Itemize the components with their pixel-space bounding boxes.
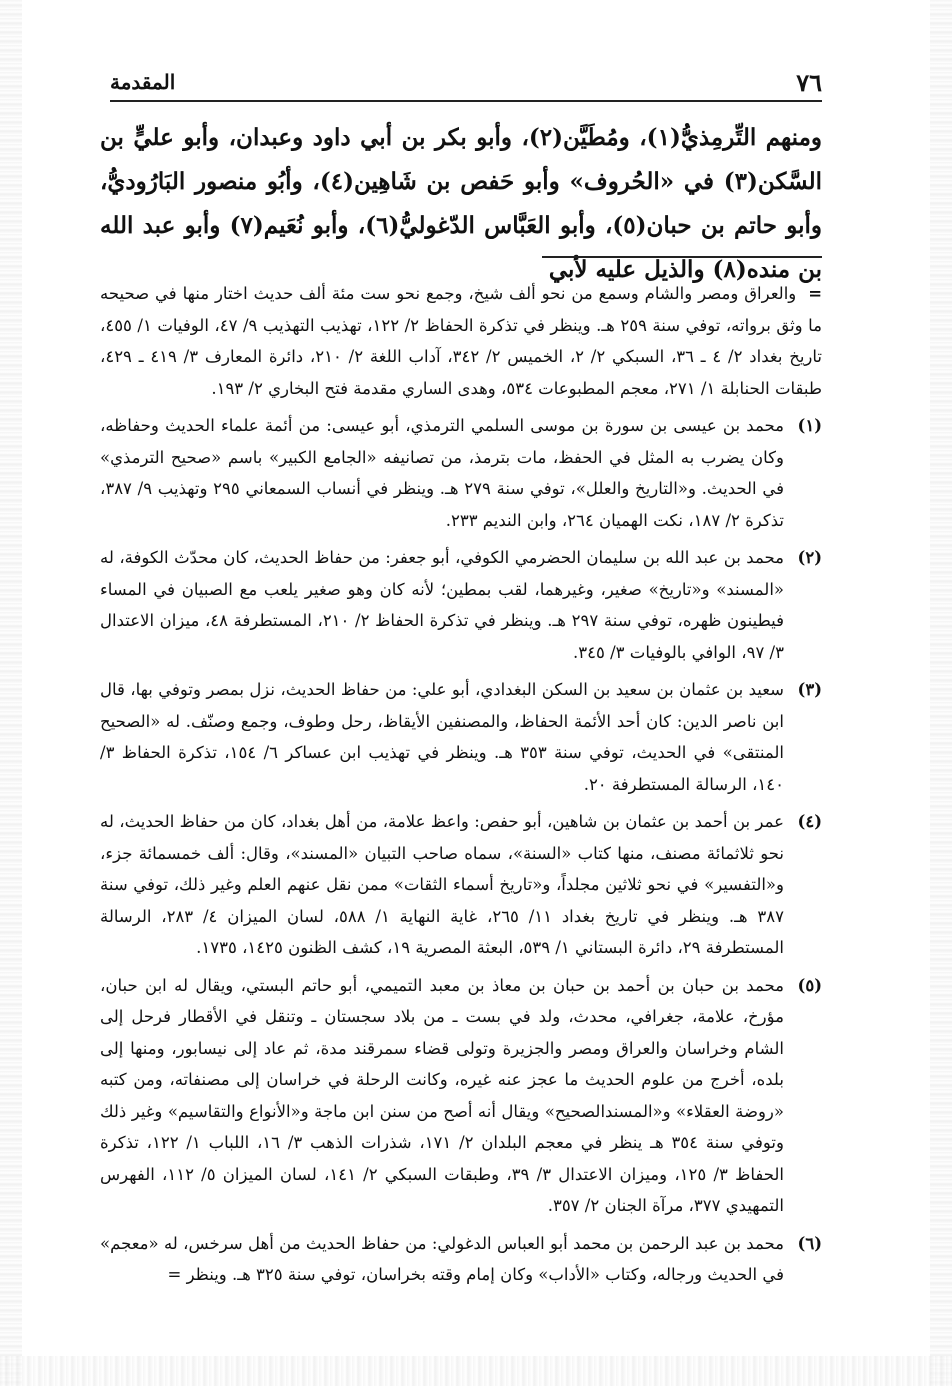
footnote-number: (١) [797,416,822,435]
footnote [100,410,822,536]
footnote-number: (٦) [797,1233,822,1253]
footnote-number: (٣) [797,680,822,699]
footnote-text: محمد بن عبد الرحمن بن محمد أبو العباس الدغولي: من حفاظ الحديث من أهل سرخس، له «معجم» في الحديث ورجاله، وكتاب «الأداب» وكان إمام وقته بخراسان، توفي سنة ٣٢٥ هـ. وينظر = [100,1233,784,1284]
footnote [100,1228,822,1291]
footnote-text: عمر بن أحمد بن عثمان بن شاهين، أبو حفص: واعظ علامة، من أهل بغداد، كان من حفاظ الحديث، له نحو ثلاثمائة مصنف، منها كتاب «السنة»، سماه صاحب التبيان «المسند»، وقال: ألف خمسمائة جزء، و«التفسير» في نحو ثلاثين مجلداً، و«تاريخ أسماء الثقات» ممن نقل عنهم العلم وغير ذلك، توفي سنة ٣٨٧ هـ. وينظر في تاريخ بغداد ١١/ ٢٦٥، غاية النهاية ١/ ٥٨٨، لسان الميزان ٤/ ٢٨٣، الرسالة المستطرفة ٢٩، دائرة البستاني ١/ ٥٣٩، البعثة المصرية ١٩، كشف الظنون ١٤٢٥، ١٧٣٥. [100,812,785,957]
continuation-marker: = [808,284,823,303]
footnote-number: (٥) [797,975,822,995]
footnote-separator [542,256,822,258]
footnotes-section [100,278,822,1297]
main-paragraph: ومنهم التِّرمِذيُّ(١)، ومُطَيَّن(٢)، وأبو بكر بن أبي داود وعبدان، وأبو عليٍّ بن السَّكن(٣) في «الحُروف» وأبو حَفص بن شَاهِين(٤)، وأبُو منصور البَارُوديُّ، وأبو حاتم بن حبان(٥)، وأبو العَبَّاس الدّغوليُّ(٦)، وأبو نُعَيم(٧) وأبو عبد الله بن منده(٨) والذيل عليه لأبي [100,124,823,283]
footnote-number: (٤) [797,812,822,831]
footnote-text: محمد بن عبد الله بن سليمان الحضرمي الكوفي، أبو جعفر: من حفاظ الحديث، كان محدّث الكوفة، له «المسند» و«تاريخ» صغير، وغيرهما، لقب بمطين؛ لأنه كان وهو صغير يلعب مع الصبيان في المساء فيطينون ظهره، توفي سنة ٢٩٧ هـ. وينظر في تذكرة الحفاظ ٢/ ٢١٠، المستطرفة ٤٨، ميزان الاعتدال ٣/ ٩٧، الوافي بالوفيات ٣/ ٣٤٥. [100,548,784,662]
footnote [100,970,822,1222]
scan-edge-bottom [0,1356,952,1386]
page-header [110,64,822,102]
scan-edge-right [930,0,952,1386]
main-text-block [100,116,822,292]
footnote-text: محمد بن عيسى بن سورة بن موسى السلمي الترمذي، أبو عيسى: من أئمة علماء الحديث وحفاظه، وكان يضرب به المثل في الحفظ، مات بترمذ، من تصانيفه «الجامع الكبير» باسم «صحيح الترمذي» في الحديث. و«التاريخ والعلل»، توفي سنة ٢٧٩ هـ. وينظر في أنساب السمعاني ٢٩٥ وتهذيب ٩/ ٣٨٧، تذكرة ٢/ ١٨٧، نكت الهميان ٢٦٤، وابن النديم ٢٣٣. [100,416,784,530]
footnote-number: (٢) [797,548,822,567]
scan-edge-left [0,0,22,1386]
footnote-text: سعيد بن عثمان بن سعيد بن السكن البغدادي، أبو علي: من حفاظ الحديث، نزل بمصر وتوفي بها، قال ابن ناصر الدين: كان أحد الأئمة الحفاظ، والمصنفين الأيقاظ، رحل وطوف، وجمع وصنّف. له «الصحيح المنتقى» في الحديث، توفي سنة ٣٥٣ هـ. وينظر في تهذيب ابن عساكر ٦/ ١٥٤، تذكرة الحفاظ ٣/ ١٤٠، الرسالة المستطرفة ٢٠. [100,680,784,794]
footnote-continuation [100,278,822,404]
footnote [100,674,822,800]
running-title: المقدمة [110,70,176,94]
footnote-text: محمد بن حبان بن أحمد بن حبان بن معاذ بن معبد التميمي، أبو حاتم البستي، ويقال له ابن حبان، مؤرخ، علامة، جغرافي، محدث، ولد في بست ـ من بلاد سجستان ـ وتنقل في الأقطار فرحل إلى الشام وخراسان والعراق ومصر والجزيرة وتولى قضاء سمرقند مدة، ثم عاد إلى نيسابور، ومنها إلى بلده، أخرج من علوم الحديث ما عجز عنه غيره، وكانت الرحلة في خراسان إلى مصنفاته، ومن كتبه «روضة العقلاء» و«المسندالصحيح» ويقال أنه أصح من سنن ابن ماجة و«الأنواع والتقاسيم» وغير ذلك وتوفي سنة ٣٥٤ هـ ينظر في معجم البلدان ٢/ ١٧١، شذرات الذهب ٣/ ١٦، اللباب ١/ ١٢٢، تذكرة الحفاظ ٣/ ١٢٥، وميزان الاعتدال ٣/ ٣٩، وطبقات السبكي ٢/ ١٤١، لسان الميزان ٥/ ١١٢، الفهرس التمهيدي ٣٧٧، مرآة الجنان ٢/ ٣٥٧. [100,975,784,1215]
footnote [100,806,822,964]
footnote [100,542,822,668]
page-number: ٧٦ [796,67,822,97]
continuation-text: والعراق ومصر والشام وسمع من نحو ألف شيخ، وجمع نحو ست مئة ألف حديث اختار منها في صحيحه ما وثق برواته، توفي سنة ٢٥٩ هـ. وينظر في تذكرة الحفاظ ٢/ ١٢٢، تهذيب التهذيب ٩/ ٤٧، الوفيات ١/ ٤٥٥، تاريخ بغداد ٢/ ٤ ـ ٣٦، السبكي ٢/ ٢، الخميس ٢/ ٣٤٢، آداب اللغة ٢/ ٢١٠، دائرة المعارف ٣/ ٤١٩ ـ ٤٢٩، طبقات الحنابلة ١/ ٢٧١، معجم المطبوعات ٥٣٤، وهدى الساري مقدمة فتح البخاري ٢/ ١٩٣. [100,284,823,398]
